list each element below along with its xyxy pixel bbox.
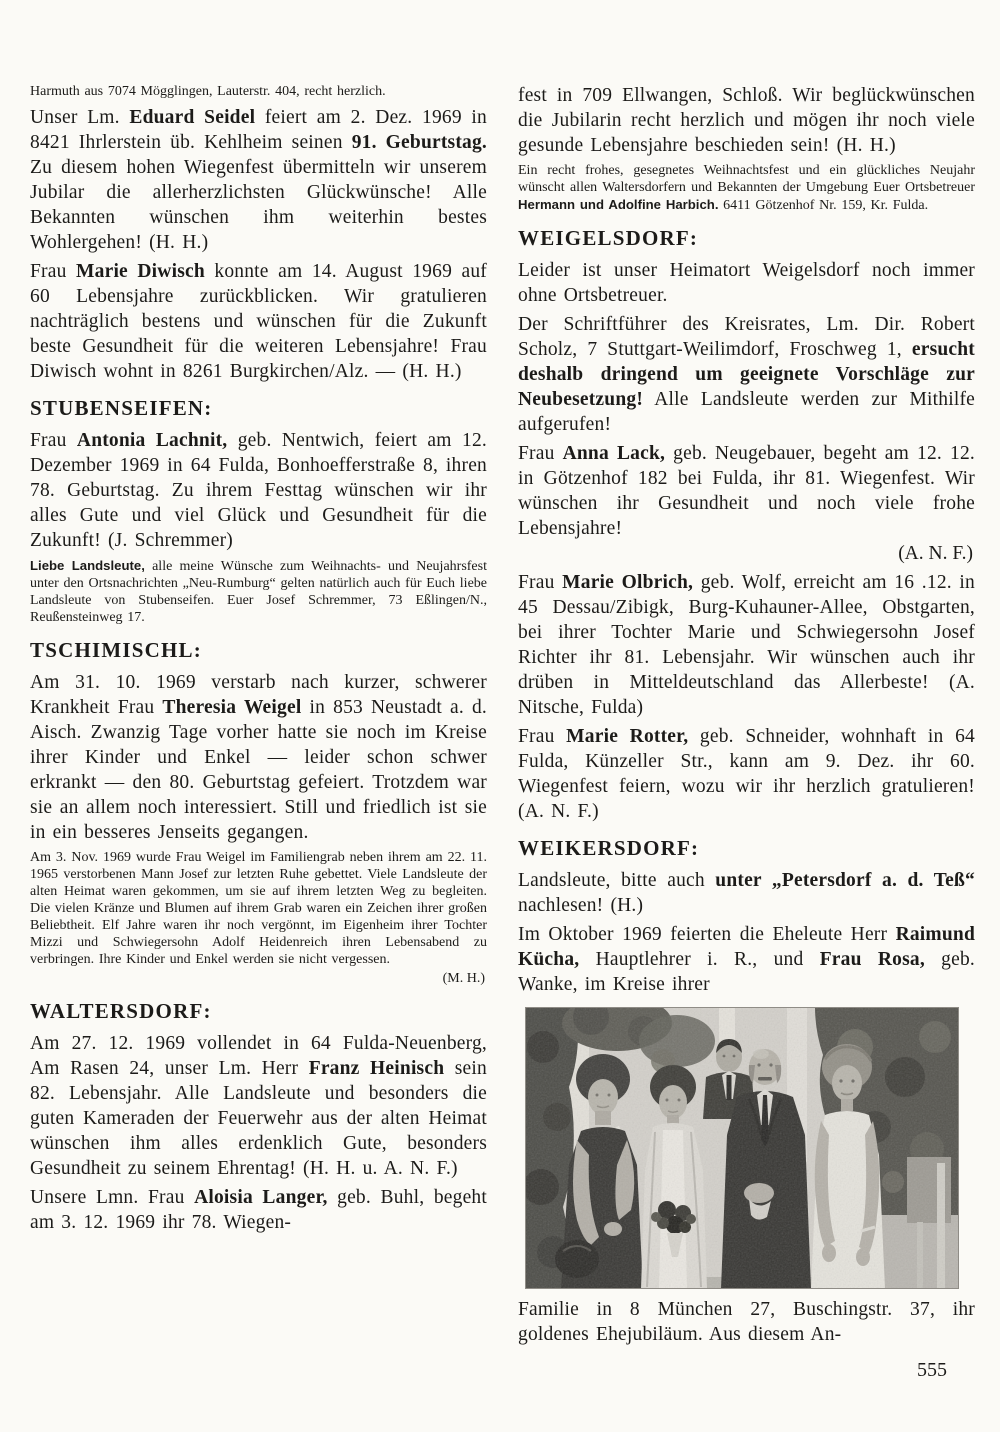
signature-m-h: (M. H.) xyxy=(442,971,485,986)
bold-text: Antonia Lachnit, xyxy=(76,430,228,451)
text: Landsleute, bitte auch xyxy=(518,870,716,891)
bold-text: Liebe Landsleute, xyxy=(30,558,145,573)
text: Frau xyxy=(518,726,567,747)
section-header-waltersdorf: WALTERSDORF: xyxy=(30,999,212,1023)
paragraph-weigel-beisetzung xyxy=(30,849,487,968)
text: Alle Landsleute werden zur Mithilfe aufgerufen! xyxy=(518,389,975,435)
anniversary-group-photo-svg xyxy=(525,1007,959,1289)
text: geb. Neugebauer, begeht am 12. 12. in Götzenhof 182 bei Fulda, ihr 81. Wiegenfest. Wir wünschen ihr Gesundheit und noch viele frohe Lebensjahre! xyxy=(518,443,976,539)
paragraph-eduard-seidel xyxy=(30,105,487,255)
text: geb. Buhl, begeht am 3. 12. 1969 ihr 78. Wiegen- xyxy=(30,1187,487,1233)
text: Frau xyxy=(30,430,77,451)
text: konnte am 14. August 1969 auf 60 Lebensjahre zurückblicken. Wir gratulieren nachträglich bestens und wünschen für die Zukunft beste Gesundheit für die weiteren Lebensjahre! Frau Diwisch wohnt in 8261 Burgkirchen/Alz. — (H. H.) xyxy=(30,261,487,382)
text: Am 27. 12. 1969 vollendet in 64 Fulda-Neuenberg, Am Rasen 24, unser Lm. Herr xyxy=(30,1033,487,1079)
text: Zu diesem hohen Wiegenfest übermitteln wir unserem Jubilar die allerherzlichsten Glückwünsche! Alle Bekannten wünschen ihm weiterhin bestes Wohlergehen! (H. H.) xyxy=(30,157,487,253)
bold-text: Anna Lack, xyxy=(562,443,666,464)
paragraph-marie-rotter xyxy=(518,724,975,824)
section-header-stubenseifen: STUBENSEIFEN: xyxy=(30,396,213,420)
text: Frau xyxy=(30,261,77,282)
text: Familie in 8 München 27, Buschingstr. 37, ihr goldenes Ehejubiläum. Aus diesem An- xyxy=(518,1299,975,1345)
bold-text: Hermann und Adolfine Harbich. xyxy=(518,197,719,212)
paragraph-petersdorf-hinweis xyxy=(518,868,975,918)
paragraph-liebe-landsleute xyxy=(30,557,487,626)
text: Hauptlehrer i. R., und xyxy=(579,949,820,970)
text: sein 82. Lebensjahr. Alle Landsleute und besonders die guten Kameraden der Feuerwehr aus der alten Heimat wünschen ihm alles erdenklich Gute, besonders Gesundheit zu seinem Ehrentag! (H. H. u. A. N. F.) xyxy=(30,1058,487,1179)
paragraph-anna-lack xyxy=(518,441,975,541)
text: Leider ist unser Heimatort Weigelsdorf noch immer ohne Ortsbetreuer. xyxy=(518,260,975,306)
bold-text: Marie Olbrich, xyxy=(562,572,694,593)
paragraph-franz-heinisch xyxy=(30,1031,487,1181)
bold-text: Aloisia Langer, xyxy=(194,1187,328,1208)
bold-text: 91. Geburtstag. xyxy=(351,132,487,153)
section-header-tschimischl: TSCHIMISCHL: xyxy=(30,638,202,662)
text: Am 3. Nov. 1969 wurde Frau Weigel im Familiengrab neben ihrem am 22. 11. 1965 verstorbenen Mann Josef zur letzten Ruhe gebettet. Viele Landsleute der alten Heimat waren gekommen, um sie auf ihrem letzten Weg zu begleiten. Die vielen Kränze und Blumen auf ihrem Grab waren ein Zeichen ihrer großen Beliebtheit. Elf Jahre waren ihr noch vergönnt, im Eigenheim ihrer Tochter Mizzi und Schwiegersohn Adolf Heidenreich ihren Lebensabend zu verbringen. Ihre Kinder und Enkel werden sie nicht vergessen. xyxy=(30,850,487,967)
text: Unser Lm. xyxy=(30,107,130,128)
bold-text: Theresia Weigel xyxy=(162,697,302,718)
paragraph-kuecha-ehejubilaeum xyxy=(518,922,975,997)
bold-text: Raimund Kücha, xyxy=(518,924,975,970)
bold-text: ersucht deshalb dringend um geeignete Vorschläge zur Neubesetzung! xyxy=(518,339,975,410)
text: Am 31. 10. 1969 verstarb nach kurzer, schwerer Krankheit Frau xyxy=(30,672,487,718)
text: Der Schriftführer des Kreisrates, Lm. Dir. Robert Scholz, 7 Stuttgart-Weilimdorf, Froschweg 1, xyxy=(518,314,975,360)
bold-text: unter „Petersdorf a. d. Teß“ xyxy=(715,870,976,891)
text: geb. Schneider, wohnhaft in 64 Fulda, Künzeller Str., kann am 9. Dez. ihr 60. Wiegenfest feiern, wozu wir ihr herzlich gratulieren! (A. N. F.) xyxy=(518,726,975,822)
paragraph-marie-diwisch xyxy=(30,259,487,384)
text: Im Oktober 1969 feierten die Eheleute Herr xyxy=(518,924,896,945)
paragraph-harbich-weihnachtsgruss xyxy=(518,162,975,214)
paragraph-scholz-aufruf xyxy=(518,312,975,437)
text: geb. Nentwich, feiert am 12. Dezember 1969 in 64 Fulda, Bonhoefferstraße 8, ihren 78. Geburtstag. Zu ihrem Festtag wünschen wir ihr alles Gute und viel Glück und Gesundheit für die Zukunft! (J. Schremmer) xyxy=(30,430,487,551)
text: Ein recht frohes, gesegnetes Weihnachtsfest und ein glückliches Neujahr wünscht allen Waltersdorfern und Bekannten der Umgebung Euer Ortsbetreuer xyxy=(518,163,975,195)
text: feiert am 2. Dez. 1969 in 8421 Ihrlerstein üb. Kehlheim seinen xyxy=(30,107,487,153)
bold-text: Frau Rosa, xyxy=(819,949,925,970)
text: fest in 709 Ellwangen, Schloß. Wir beglückwünschen die Jubilarin recht herzlich und mögen ihr noch viele gesunde Lebensjahre beschieden sein! (H. H.) xyxy=(518,85,975,156)
paragraph-antonia-lachnit xyxy=(30,428,487,553)
paragraph-aloisia-langer xyxy=(30,1185,487,1235)
page-number: 555 xyxy=(917,1359,947,1381)
left-column xyxy=(30,83,487,1382)
bold-text: Eduard Seidel xyxy=(129,107,256,128)
bold-text: Marie Diwisch xyxy=(76,261,205,282)
right-column xyxy=(518,83,975,1382)
text: geb. Wolf, erreicht am 16 .12. in 45 Dessau/Zibigk, Burg-Kuhauner-Allee, Obstgarten, bei ihrer Tochter Marie und Schwiegersohn Josef Richter ihr 81. Lebensjahr. Wir wünschen auch ihr drüben in Mitteldeutschland das Allerbeste! (A. Nitsche, Fulda) xyxy=(518,572,976,718)
text: Frau xyxy=(518,572,563,593)
signature-a-n-f: (A. N. F.) xyxy=(898,543,973,564)
paragraph-theresia-weigel xyxy=(30,670,487,845)
bold-text: Franz Heinisch xyxy=(308,1058,445,1079)
text: 6411 Götzenhof Nr. 159, Kr. Fulda. xyxy=(718,198,929,213)
text: Harmuth aus 7074 Mögglingen, Lauterstr. 404, recht herzlich. xyxy=(30,84,386,99)
text: geb. Wanke, im Kreise ihrer xyxy=(518,949,975,995)
paragraph-ohne-ortsbetreuer xyxy=(518,258,975,308)
text: alle meine Wünsche zum Weihnachts- und Neujahrsfest unter den Ortsnachrichten „Neu-Rumburg“ gelten natürlich auch für Euch liebe Landsleute von Stubenseifen. Euer Josef Schremmer, 73 Eßlingen/N., Reußensteinweg 17. xyxy=(30,559,487,625)
paragraph-wiegenfest-fortsetzung xyxy=(518,83,975,158)
bold-text: Marie Rotter, xyxy=(566,726,689,747)
text: Frau xyxy=(518,443,563,464)
anniversary-group-photo xyxy=(525,1007,959,1289)
paragraph-photo-fortsetzung xyxy=(518,1297,975,1347)
paragraph-continuation-harmuth xyxy=(30,83,487,100)
text: nachlesen! (H.) xyxy=(518,895,644,916)
paragraph-marie-olbrich xyxy=(518,570,975,720)
section-header-weigelsdorf: WEIGELSDORF: xyxy=(518,226,699,250)
section-header-weikersdorf: WEIKERSDORF: xyxy=(518,836,700,860)
text: Unsere Lmn. Frau xyxy=(30,1187,195,1208)
text: in 853 Neustadt a. d. Aisch. Zwanzig Tage vorher hatte sie noch im Kreise ihrer Kinder und Enkel — leider schon schwer erkrankt — den 80. Geburtstag gefeiert. Trotzdem war sie an allem noch interessiert. Still und friedlich ist sie in ein besseres Jenseits gegangen. xyxy=(30,697,487,843)
